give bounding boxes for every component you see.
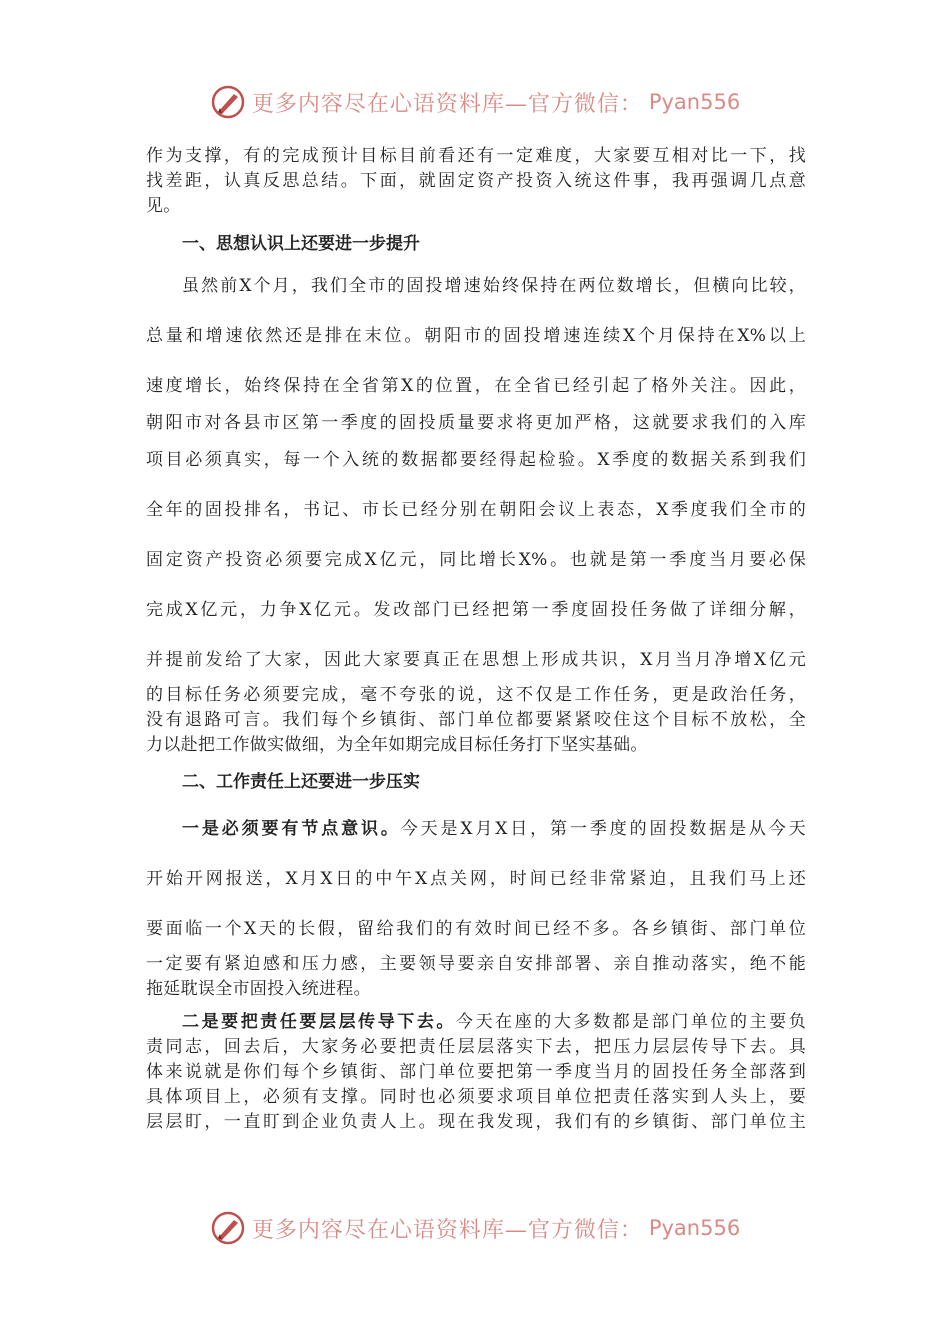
paragraph-lead: 一是必须要有节点意识。 bbox=[182, 819, 401, 839]
text-line: 具体项目上，必须有支撑。同时也必须要求项目单位把责任落实到人头上，要 bbox=[146, 1087, 806, 1107]
text-line: 并提前发给了大家，因此大家要真正在思想上形成共识，X月当月净增X亿元 bbox=[146, 650, 806, 670]
banner-wechat-id: Pyan556 bbox=[648, 90, 741, 114]
text-line bbox=[146, 1010, 806, 1035]
text-line: 一定要有紧迫感和压力感，主要领导要亲自安排部署、亲自推动落实，绝不能 bbox=[146, 954, 806, 974]
text-span: 今天在座的大多数都是部门单位的主要负 bbox=[456, 1012, 807, 1032]
text-line: 力以赴把工作做实做细，为全年如期完成目标任务打下坚实基础。 bbox=[146, 735, 648, 755]
text-line: 要面临一个X天的长假，留给我们的有效时间已经不多。各乡镇街、部门单位 bbox=[146, 919, 806, 939]
text-line: 朝阳市对各县市区第一季度的固投质量要求将更加严格，这就要求我们的入库 bbox=[146, 413, 806, 433]
text-line: 层层盯，一直盯到企业负责人上。现在我发现，我们有的乡镇街、部门单位主 bbox=[146, 1112, 806, 1132]
text-line: 的目标任务必须要完成，毫不夸张的说，这不仅是工作任务，更是政治任务， bbox=[146, 685, 806, 705]
text-line: 责同志，回去后，大家务必要把责任层层落实下去，把压力层层传导下去。具 bbox=[146, 1037, 806, 1057]
text-line: 拖延耽误全市固投入统进程。 bbox=[146, 979, 371, 999]
banner-wechat-id: Pyan556 bbox=[648, 1216, 741, 1240]
footer-banner bbox=[0, 1210, 950, 1246]
header-banner bbox=[0, 84, 950, 120]
paragraph-lead: 二是要把责任要层层传导下去。 bbox=[182, 1012, 456, 1032]
banner-text: 更多内容尽在心语资料库—官方微信： bbox=[251, 91, 643, 117]
paragraph-section-2b bbox=[146, 1010, 806, 1135]
pen-logo-icon bbox=[210, 1210, 246, 1246]
text-line: 作为支撑，有的完成预计目标目前看还有一定难度，大家要互相对比一下，找 bbox=[146, 146, 806, 166]
text-line: 全年的固投排名，书记、市长已经分别在朝阳会议上表态，X季度我们全市的 bbox=[146, 500, 806, 520]
text-line: 项目必须真实，每一个入统的数据都要经得起检验。X季度的数据关系到我们 bbox=[146, 450, 806, 470]
text-line: 见。 bbox=[146, 196, 181, 216]
paragraph-intro bbox=[146, 144, 806, 219]
text-span: 今天是X月X日，第一季度的固投数据是从今天 bbox=[400, 819, 806, 839]
text-line: 速度增长，始终保持在全省第X的位置，在全省已经引起了格外关注。因此， bbox=[146, 376, 806, 396]
text-line: 体来说就是你们每个乡镇街、部门单位要把第一季度当月的固投任务全部落到 bbox=[146, 1062, 806, 1082]
text-line: 找差距，认真反思总结。下面，就固定资产投资入统这件事，我再强调几点意 bbox=[146, 171, 806, 191]
text-line: 开始开网报送，X月X日的中午X点关网，时间已经非常紧迫，且我们马上还 bbox=[146, 869, 806, 889]
paragraph-section-2a bbox=[146, 817, 806, 1002]
text-line: 完成X亿元，力争X亿元。发改部门已经把第一季度固投任务做了详细分解， bbox=[146, 600, 806, 620]
section-heading-2: 二、工作责任上还要进一步压实 bbox=[182, 772, 420, 792]
text-line: 总量和增速依然还是排在末位。朝阳市的固投增速连续X个月保持在X%以上 bbox=[146, 326, 806, 346]
text-line bbox=[146, 817, 806, 842]
banner-text: 更多内容尽在心语资料库—官方微信： bbox=[251, 1217, 643, 1243]
text-line: 没有退路可言。我们每个乡镇街、部门单位都要紧紧咬住这个目标不放松，全 bbox=[146, 710, 806, 730]
document-body bbox=[146, 144, 806, 1135]
paragraph-section-1 bbox=[146, 274, 806, 758]
text-line: 固定资产投资必须要完成X亿元，同比增长X%。也就是第一季度当月要必保 bbox=[146, 550, 806, 570]
text-line: 虽然前X个月，我们全市的固投增速始终保持在两位数增长，但横向比较， bbox=[182, 276, 806, 296]
section-heading-1: 一、思想认识上还要进一步提升 bbox=[182, 234, 420, 254]
pen-logo-icon bbox=[210, 84, 246, 120]
